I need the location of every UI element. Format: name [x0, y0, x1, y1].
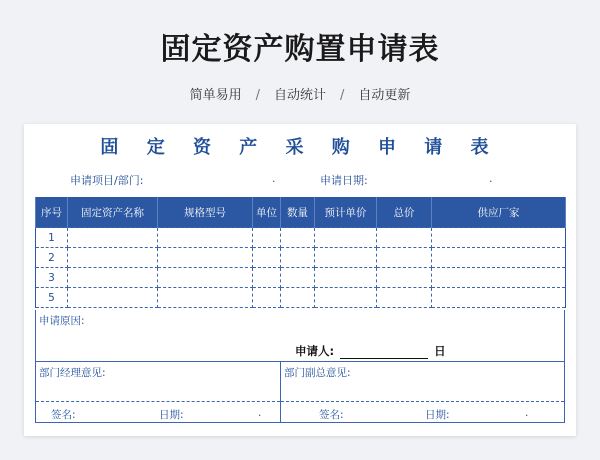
sign-row	[281, 401, 564, 424]
cell[interactable]	[432, 268, 566, 288]
sign-row	[36, 401, 280, 424]
row-number: 2	[36, 248, 68, 268]
cell[interactable]	[315, 228, 377, 248]
project-label: 申请项目/部门:	[70, 174, 144, 187]
items-table	[35, 197, 566, 308]
cell[interactable]	[253, 228, 281, 248]
row-number: 3	[36, 268, 68, 288]
feature-auto-update: 自动更新	[358, 88, 411, 103]
table-row	[36, 268, 566, 288]
feature-list	[0, 84, 600, 103]
form-title: 固 定 资 产 采 购 申 请 表	[100, 137, 500, 158]
table-row	[36, 288, 566, 308]
cell[interactable]	[68, 228, 158, 248]
feature-easy: 简单易用	[189, 88, 242, 103]
cell[interactable]	[253, 248, 281, 268]
cell[interactable]	[158, 228, 253, 248]
reason-section[interactable]	[35, 310, 565, 362]
sign-label: 签名:	[51, 409, 76, 421]
form-sheet	[24, 124, 576, 436]
col-header: 总价	[377, 197, 432, 228]
table-row	[36, 228, 566, 248]
applicant-label: 申请人:	[295, 344, 335, 358]
date-label: 申请日期:	[320, 174, 368, 187]
date-dot: .	[489, 172, 493, 185]
cell[interactable]	[377, 228, 432, 248]
cell[interactable]	[432, 248, 566, 268]
deputy-gm-section[interactable]	[280, 361, 565, 423]
dept-manager-label: 部门经理意见:	[39, 367, 106, 379]
cell[interactable]	[377, 248, 432, 268]
cell[interactable]	[315, 268, 377, 288]
cell[interactable]	[281, 268, 315, 288]
sign-date-label: 日期:	[425, 409, 450, 421]
row-number: 1	[36, 228, 68, 248]
cell[interactable]	[315, 288, 377, 308]
table-row	[36, 248, 566, 268]
feature-auto-stat: 自动统计	[273, 88, 326, 103]
cell[interactable]	[432, 288, 566, 308]
table-header	[36, 197, 566, 228]
cell[interactable]	[158, 248, 253, 268]
dept-manager-section[interactable]	[35, 361, 281, 423]
sign-label: 签名:	[319, 409, 344, 421]
page-title: 固定资产购置申请表	[160, 32, 440, 67]
cell[interactable]	[281, 248, 315, 268]
deputy-gm-label: 部门副总意见:	[284, 367, 351, 379]
col-header: 供应厂家	[432, 197, 566, 228]
sign-dot: .	[258, 407, 262, 419]
cell[interactable]	[315, 248, 377, 268]
col-header: 规格型号	[158, 197, 253, 228]
reason-label: 申请原因:	[39, 315, 85, 327]
cell[interactable]	[281, 288, 315, 308]
separator: /	[340, 88, 345, 103]
cell[interactable]	[158, 288, 253, 308]
cell[interactable]	[68, 268, 158, 288]
col-header: 序号	[36, 197, 68, 228]
cell[interactable]	[432, 228, 566, 248]
applicant-signature-field[interactable]	[340, 348, 428, 359]
sign-dot: .	[525, 407, 529, 419]
project-dot: .	[272, 172, 276, 185]
col-header: 固定资产名称	[68, 197, 158, 228]
cell[interactable]	[158, 268, 253, 288]
cell[interactable]	[377, 288, 432, 308]
cell[interactable]	[281, 228, 315, 248]
col-header: 数量	[281, 197, 315, 228]
separator: /	[255, 88, 260, 103]
cell[interactable]	[377, 268, 432, 288]
cell[interactable]	[68, 248, 158, 268]
row-number: 5	[36, 288, 68, 308]
sign-date-label: 日期:	[159, 409, 184, 421]
applicant-line	[295, 343, 446, 359]
cell[interactable]	[253, 268, 281, 288]
day-label: 日	[434, 344, 446, 358]
col-header: 预计单价	[315, 197, 377, 228]
cell[interactable]	[68, 288, 158, 308]
col-header: 单位	[253, 197, 281, 228]
cell[interactable]	[253, 288, 281, 308]
